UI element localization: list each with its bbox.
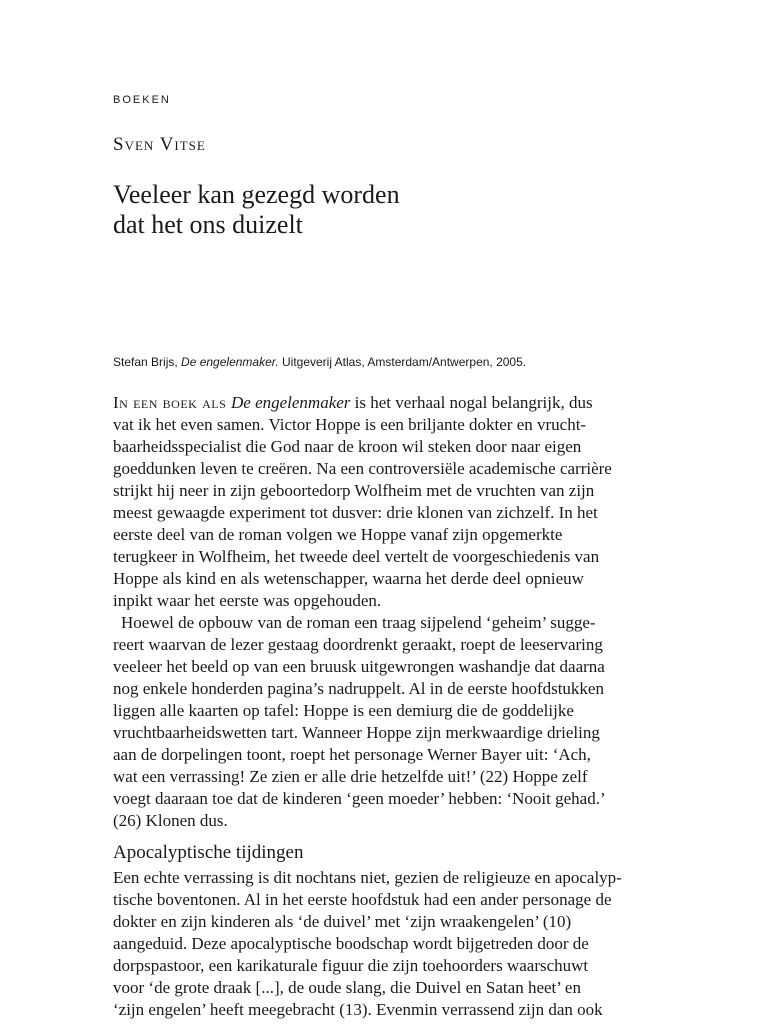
text-line: aan de dorpelingen toont, roept het personage Werner Bayer uit: ‘Ach,	[113, 745, 591, 764]
title-line-2: dat het ons duizelt	[113, 210, 303, 239]
book-source-citation	[113, 355, 526, 369]
text-line: Hoewel de opbouw van de roman een traag sijpelend ‘geheim’ sugge-	[121, 613, 596, 632]
paragraph-1	[113, 392, 673, 612]
text-line: wat een verrassing! Ze zien er alle drie hetzelfde uit!’ (22) Hoppe zelf	[113, 767, 588, 786]
text-line: ‘zijn engelen’ heeft meegebracht (13). Evenmin verrassend zijn dan ook	[113, 1000, 603, 1019]
article-body	[113, 392, 673, 1021]
source-publisher: Uitgeverij Atlas, Amsterdam/Antwerpen, 2005.	[278, 355, 527, 369]
text-line: Hoppe als kind en als wetenschapper, waarna het derde deel opnieuw	[113, 569, 584, 588]
text-line: tische boventonen. Al in het eerste hoofdstuk had een ander personage de	[113, 890, 612, 909]
text-line: Een echte verrassing is dit nochtans niet, gezien de religieuze en apocalyp-	[113, 868, 622, 887]
text-line: goeddunken leven te creëren. Na een controversiële academische carrière	[113, 459, 612, 478]
section-label: BOEKEN	[113, 94, 171, 106]
article-title	[113, 180, 400, 240]
text-line: reert waarvan de lezer gestaag doordrenkt geraakt, roept de leeservaring	[113, 635, 603, 654]
text-line: inpikt waar het eerste was opgehouden.	[113, 591, 382, 610]
text-line: veeleer het beeld op van een bruusk uitgewrongen washandje dat daarna	[113, 657, 605, 676]
text-fragment: is het verhaal nogal belangrijk, dus	[350, 393, 593, 412]
text-line: strijkt hij neer in zijn geboortedorp Wolfheim met de vruchten van zijn	[113, 481, 595, 500]
paragraph-2	[113, 612, 673, 832]
text-line: eerste deel van de roman volgen we Hoppe vanaf zijn opgemerkte	[113, 525, 563, 544]
text-line	[113, 392, 673, 414]
text-line: liggen alle kaarten op tafel: Hoppe is een demiurg die de goddelijke	[113, 701, 574, 720]
text-line: baarheidsspecialist die God naar de kroon wil steken door naar eigen	[113, 437, 582, 456]
text-line: dokter en zijn kinderen als ‘de duivel’ met ‘zijn wraakengelen’ (10)	[113, 912, 572, 931]
book-title-inline: De engelenmaker	[231, 393, 351, 412]
lead-in: In een boek als	[113, 393, 231, 412]
source-author: Stefan Brijs,	[113, 355, 182, 369]
paragraph-3	[113, 867, 673, 1021]
text-line: dorpspastoor, een karikaturale figuur die zijn toehoorders waarschuwt	[113, 956, 589, 975]
text-line: meest gewaagde experiment tot dusver: drie klonen van zichzelf. In het	[113, 503, 598, 522]
article-author: Sven Vitse	[113, 134, 206, 155]
section-subheading: Apocalyptische tijdingen	[113, 842, 304, 863]
text-line: voor ‘de grote draak [...], de oude slang, die Duivel en Satan heet’ en	[113, 978, 581, 997]
text-line: terugkeer in Wolfheim, het tweede deel vertelt de voorgeschiedenis van	[113, 547, 600, 566]
text-line: vat ik het even samen. Victor Hoppe is een briljante dokter en vrucht-	[113, 415, 587, 434]
source-book-title: De engelenmaker.	[181, 355, 279, 369]
text-line: (26) Klonen dus.	[113, 811, 228, 830]
title-line-1: Veeleer kan gezegd worden	[113, 180, 400, 209]
text-line: aangeduid. Deze apocalyptische boodschap wordt bijgetreden door de	[113, 934, 589, 953]
text-line: vruchtbaarheidswetten tart. Wanneer Hoppe zijn merkwaardige drieling	[113, 723, 600, 742]
text-line: voegt daaraan toe dat de kinderen ‘geen moeder’ hebben: ‘Nooit gehad.’	[113, 789, 606, 808]
text-line: nog enkele honderden pagina’s nadruppelt. Al in de eerste hoofdstukken	[113, 679, 604, 698]
